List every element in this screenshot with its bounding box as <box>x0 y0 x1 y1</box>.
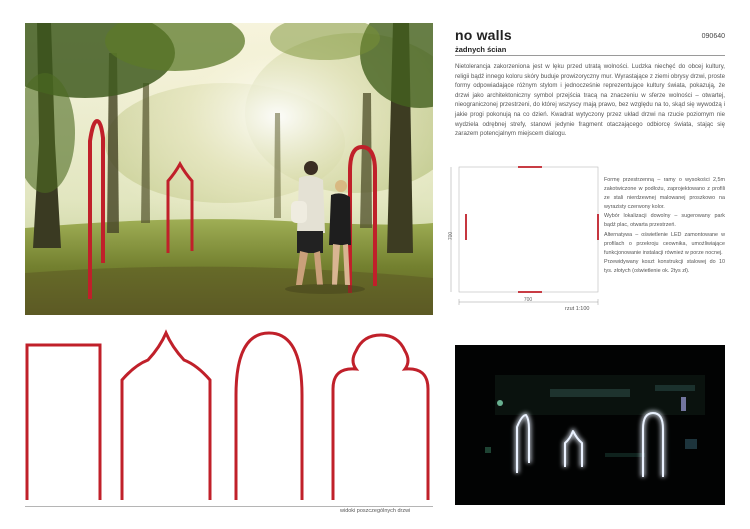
note-cost: Przewidywany koszt konstrukcji stalowej do 10 tys. złotych (oświetlenie ok. 2tys zł). <box>604 258 725 274</box>
door-rectangular <box>27 345 100 500</box>
entry-code: 090640 <box>701 33 725 40</box>
note-location: Wybór lokalizacji dowolny – sugerowany park bądź plac, otwarta przestrzeń. <box>604 213 725 229</box>
plan-scale-label: rzut 1:100 <box>565 306 590 312</box>
park-visualization-photo <box>25 23 433 315</box>
night-led-visualization-photo <box>455 345 725 505</box>
project-description: Nietolerancja zakorzeniona jest w lęku przed utratą wolności. Ludzka niechęć do obcej kultury, religii bądź innego koloru skóry buduje prowizoryczny mur. Wyrastające z ziemi obrysy drzwi, proste formy odpowiadające różnym stylom i jednocześnie reprezentujące kultury świata, pokazują, że drzwi jako architektoniczny symbol przejścia tracą na znaczeniu w sferze wolności – otwartej, nieograniczonej przestrzeni, do której wszyscy mają prawo, bez względu na to, skąd się wywodzą i jakie progi pokonują na co dzień. Kwadrat wytyczony przez układ drzwi na rzucie poziomym nie wydziela odrębnej strefy, stanowi jedynie fragment otaczającego odbiorcę świata, stając się zarazem potencjalnym miejscem dialogu. <box>455 63 725 138</box>
project-subtitle: żadnych ścian <box>455 45 507 54</box>
technical-notes <box>604 176 725 276</box>
door-onion-dome <box>122 333 210 500</box>
plan-dim-width: 700 <box>523 297 533 303</box>
door-elevations-drawing <box>0 325 440 515</box>
door-trefoil-arch <box>333 335 428 500</box>
note-lighting: Alternatywa – oświetlenie LED zamontowane w profilach o przekroju ceownika, umożliwiające funkcjonowanie instalacji również w porze nocnej. <box>604 231 725 256</box>
door-views-caption: widoki poszczególnych drzwi <box>340 508 411 514</box>
floor-plan-drawing <box>448 162 608 312</box>
door-round-arch <box>236 333 302 500</box>
plan-square-outline <box>459 167 598 292</box>
note-structure: Formę przestrzenną – ramy o wysokości 2,5m zakotwiczone w podłożu, zaprojektowano z profili ze stali nierdzewnej malowanej proszkowo na wyrazisty czerwony kolor. <box>604 177 725 211</box>
project-title: no walls <box>455 27 512 43</box>
title-divider <box>455 55 725 56</box>
plan-dim-height: 700 <box>448 231 454 241</box>
doors-baseline <box>25 506 433 507</box>
